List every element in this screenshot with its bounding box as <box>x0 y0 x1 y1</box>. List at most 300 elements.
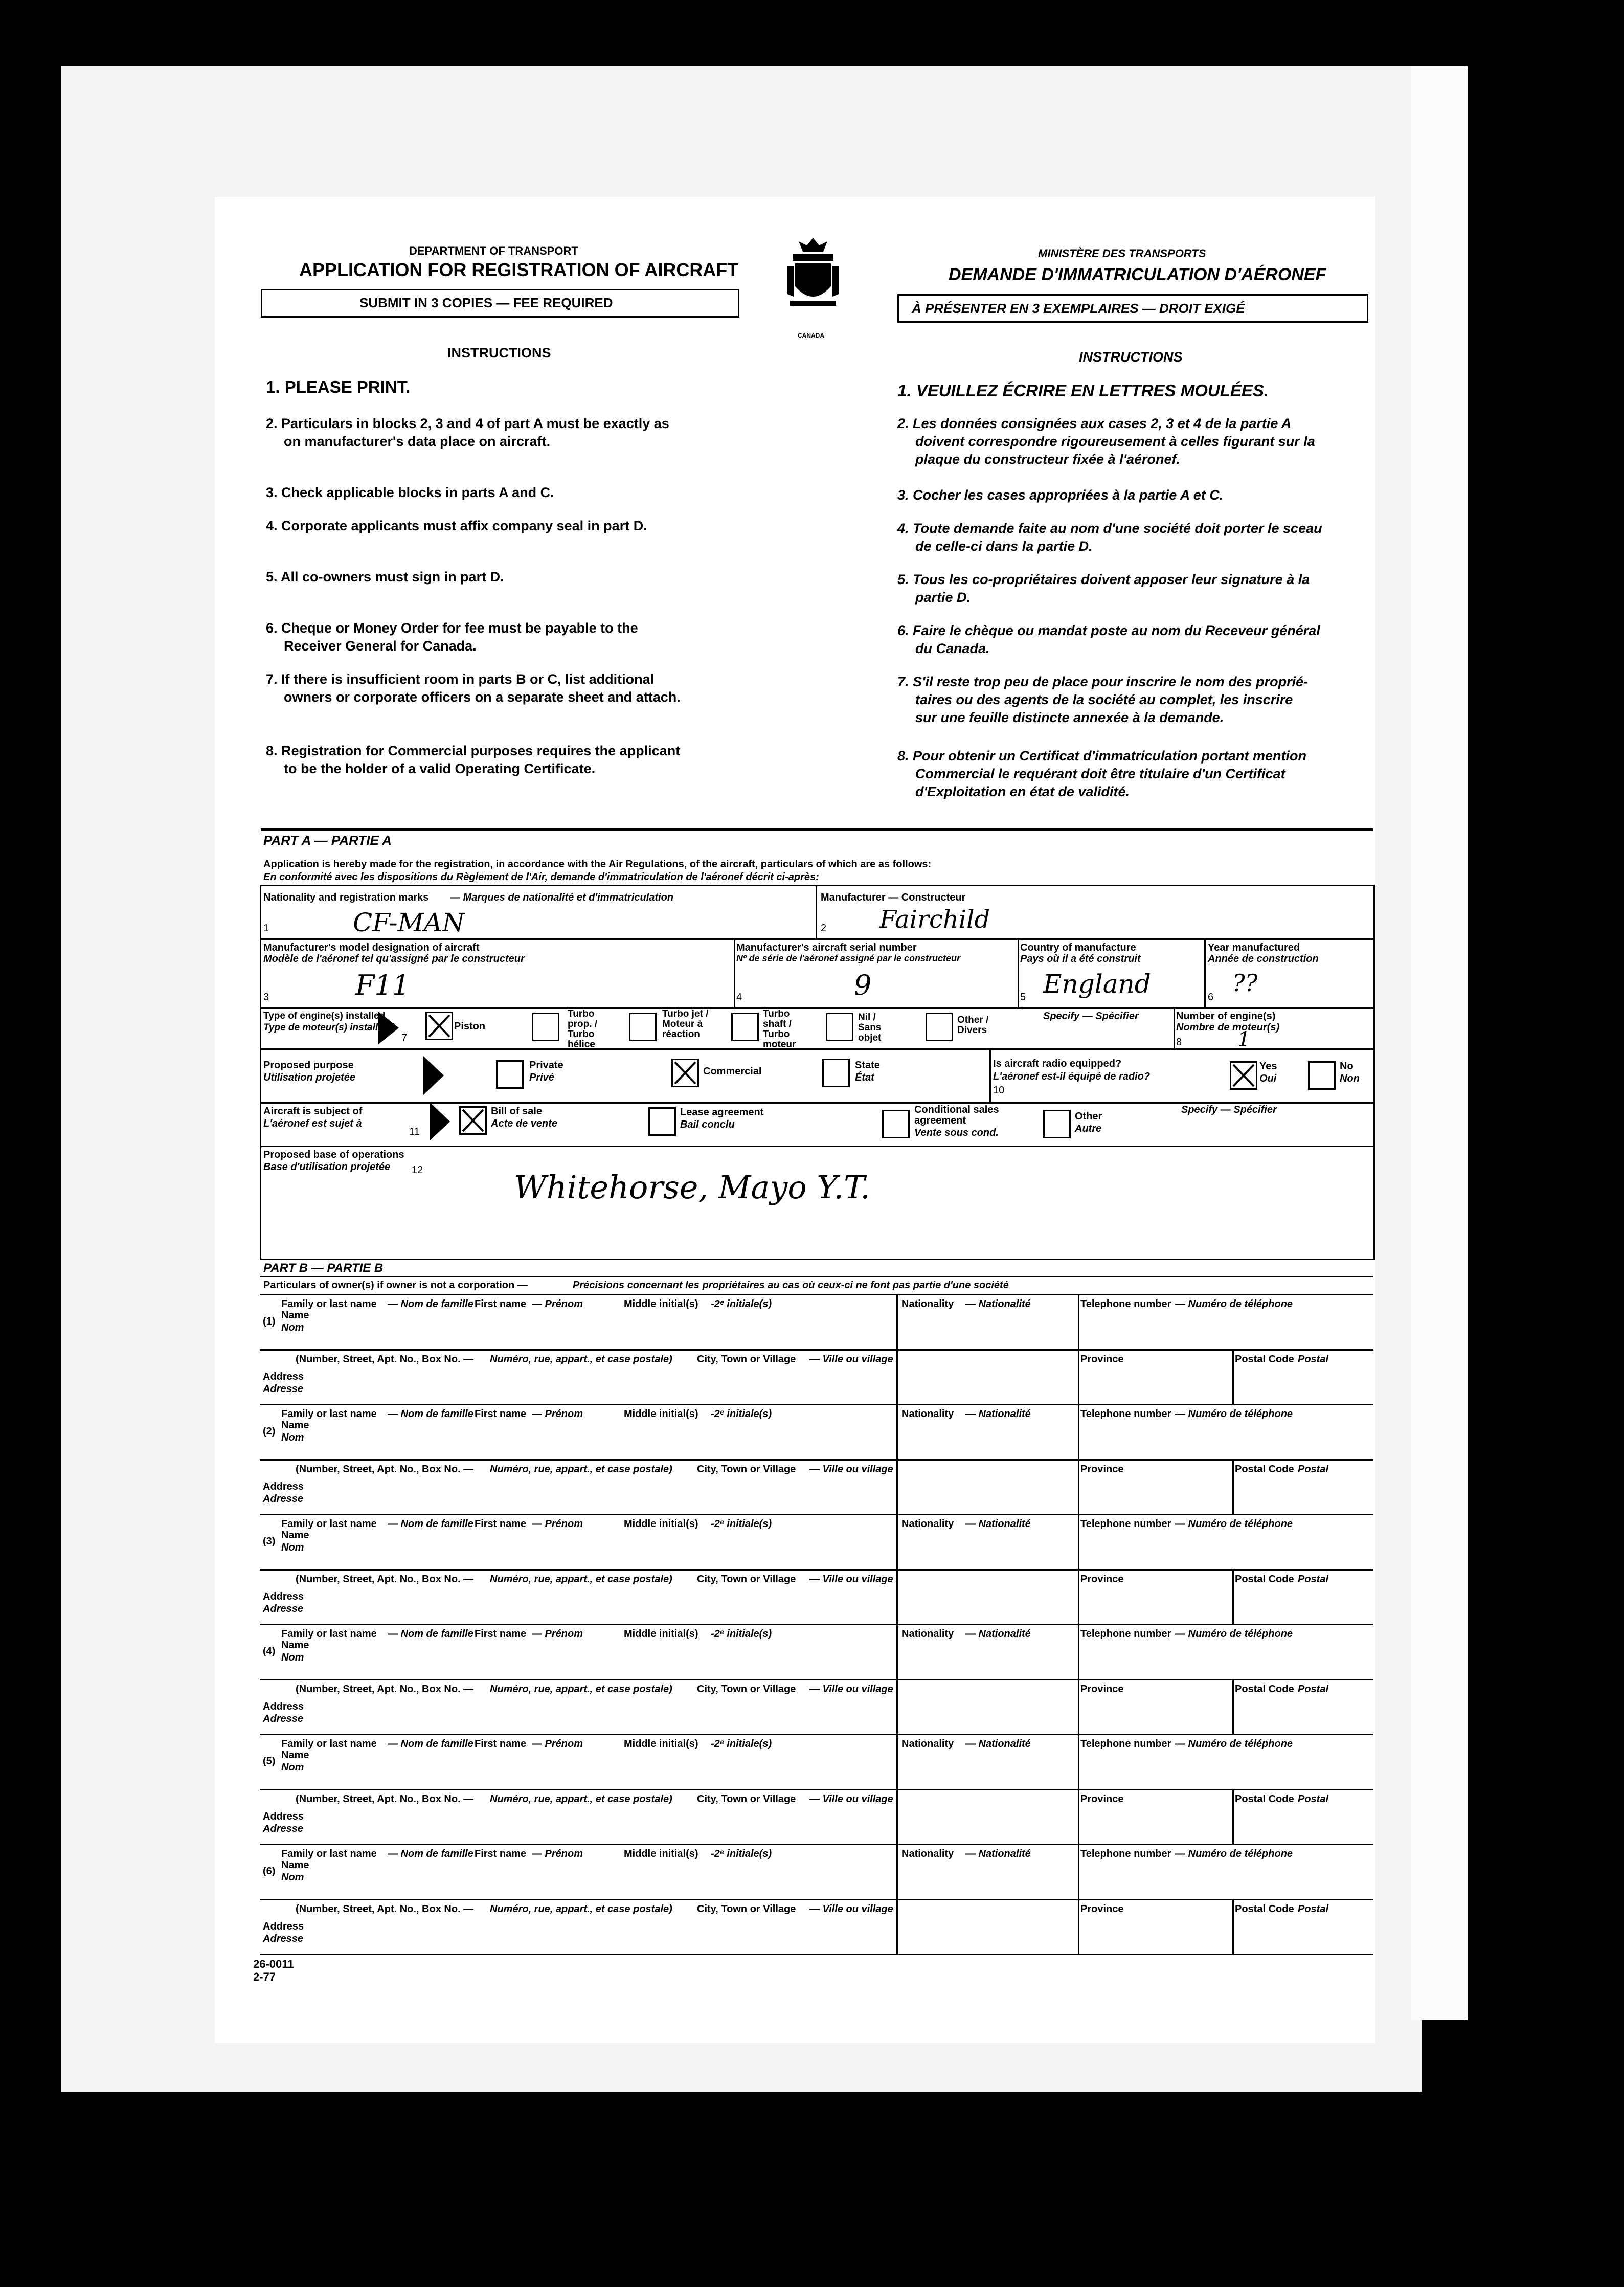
subject-other: Other <box>1075 1111 1102 1122</box>
owner-number: (6) <box>263 1866 276 1877</box>
family-name-label-fr: — Nom de famille <box>388 1408 473 1420</box>
first-name-label: First name <box>475 1298 527 1310</box>
rule <box>896 1404 898 1514</box>
family-name-label: Family or last name <box>281 1738 377 1750</box>
instr-fr-5a: 5. Tous les co-propriétaires doivent apposer leur signature à la <box>897 572 1310 587</box>
instr-fr-7a: 7. S'il reste trop peu de place pour inscrire le nom des proprié- <box>897 674 1309 689</box>
subject-bill-fr: Acte de vente <box>491 1118 558 1129</box>
rule <box>1204 938 1206 1007</box>
rule <box>260 1954 1373 1955</box>
telephone-label: Telephone number <box>1080 1628 1171 1640</box>
rule <box>896 1294 898 1404</box>
name-label-fr: Nom <box>281 1432 304 1443</box>
num-engines-value[interactable]: 1 <box>1237 1028 1251 1051</box>
middle-initial-label-fr: -2ᵉ initiale(s) <box>711 1518 772 1530</box>
radio-yes: Yes <box>1259 1061 1277 1072</box>
engine-specify: Specify — Spécifier <box>1043 1011 1139 1022</box>
private-checkbox[interactable] <box>496 1060 524 1089</box>
subject-specify: Specify — Spécifier <box>1181 1104 1277 1115</box>
address-label: Address <box>263 1921 304 1932</box>
instr-fr-7c: sur une feuille distincte annexée à la demande. <box>915 710 1224 725</box>
middle-initial-label-fr: -2ᵉ initiale(s) <box>711 1628 772 1640</box>
field-num-2: 2 <box>821 923 827 934</box>
city-label-fr: — Ville ou village <box>809 1574 893 1585</box>
bill-of-sale-checkbox[interactable] <box>459 1106 487 1135</box>
province-label: Province <box>1080 1684 1124 1695</box>
family-name-label-fr: — Nom de famille <box>388 1518 473 1530</box>
name-label-fr: Nom <box>281 1322 304 1333</box>
lease-checkbox[interactable] <box>648 1107 676 1136</box>
postal-code-label-fr: Postal <box>1298 1464 1329 1475</box>
manufacturer-value[interactable]: Fairchild <box>879 905 990 934</box>
model-label-fr: Modèle de l'aéronef tel qu'assigné par le constructeur <box>263 953 525 965</box>
submit-text-fr: À PRÉSENTER EN 3 EXEMPLAIRES — DROIT EXIGÉ <box>912 301 1245 316</box>
address-label: Address <box>263 1811 304 1822</box>
instructions-heading-en: INSTRUCTIONS <box>447 345 551 361</box>
radio-no-checkbox[interactable] <box>1308 1061 1336 1090</box>
city-label: City, Town or Village <box>697 1684 796 1695</box>
subject-conditional-fr: Vente sous cond. <box>914 1127 999 1138</box>
year-value[interactable]: ?? <box>1232 969 1258 997</box>
city-label-fr: — Ville ou village <box>809 1464 893 1475</box>
owner-number: (1) <box>263 1316 276 1327</box>
checkmark-x-icon <box>1231 1063 1256 1088</box>
province-label: Province <box>1080 1464 1124 1475</box>
radio-label-fr: L'aéronef est-il équipé de radio? <box>993 1071 1151 1082</box>
rule <box>1232 1459 1234 1514</box>
telephone-label-fr: — Numéro de téléphone <box>1175 1298 1293 1310</box>
first-name-label: First name <box>475 1408 527 1420</box>
radio-no: No <box>1340 1061 1354 1072</box>
middle-initial-label-fr: -2ᵉ initiale(s) <box>711 1408 772 1420</box>
middle-initial-label: Middle initial(s) <box>624 1628 698 1640</box>
nationality-col-label-fr: — Nationalité <box>965 1628 1031 1640</box>
postal-code-label: Postal Code <box>1235 1464 1294 1475</box>
radio-yes-fr: Oui <box>1259 1073 1277 1084</box>
instr-fr-2b: doivent correspondre rigoureusement à celles figurant sur la <box>915 434 1315 449</box>
field-num-12: 12 <box>412 1164 423 1176</box>
rule <box>1078 1734 1079 1844</box>
submit-text-en: SUBMIT IN 3 COPIES — FEE REQUIRED <box>359 295 613 310</box>
rule <box>816 885 817 938</box>
rule <box>1078 1404 1079 1514</box>
nationality-col-label-fr: — Nationalité <box>965 1738 1031 1750</box>
city-label: City, Town or Village <box>697 1793 796 1805</box>
family-name-label: Family or last name <box>281 1848 377 1859</box>
nationality-label: Nationality and registration marks <box>263 892 429 903</box>
address-parts-label: (Number, Street, Apt. No., Box No. — <box>296 1684 474 1695</box>
instr-en-2b: on manufacturer's data place on aircraft. <box>284 434 551 449</box>
purpose-label-fr: Utilisation projetée <box>263 1072 356 1083</box>
subject-label-fr: L'aéronef est sujet à <box>263 1118 362 1129</box>
checkmark-x-icon <box>427 1013 452 1039</box>
name-label-fr: Nom <box>281 1652 304 1663</box>
owner-number: (3) <box>263 1536 276 1547</box>
rule <box>260 1459 1373 1461</box>
family-name-label-fr: — Nom de famille <box>388 1848 473 1859</box>
first-name-label-fr: — Prénom <box>532 1628 583 1640</box>
name-label: Name <box>281 1420 309 1431</box>
registration-form <box>215 197 1375 2043</box>
address-label-fr: Adresse <box>263 1933 303 1944</box>
instr-en-7b: owners or corporate officers on a separate sheet and attach. <box>284 689 681 705</box>
address-parts-label: (Number, Street, Apt. No., Box No. — <box>296 1574 474 1585</box>
address-label: Address <box>263 1371 304 1382</box>
instr-fr-8b: Commercial le requérant doit être titulaire d'un Certificat <box>915 766 1285 781</box>
telephone-label: Telephone number <box>1080 1408 1171 1420</box>
address-parts-label-fr: Numéro, rue, appart., et case postale) <box>490 1903 672 1915</box>
city-label: City, Town or Village <box>697 1464 796 1475</box>
rule <box>1078 1624 1079 1734</box>
country-label-fr: Pays où il a été construit <box>1020 953 1141 965</box>
part-b-intro: Particulars of owner(s) if owner is not a corporation — <box>263 1280 528 1291</box>
radio-no-fr: Non <box>1340 1073 1360 1084</box>
nationality-label-fr: — Marques de nationalité et d'immatriculation <box>450 892 674 903</box>
address-parts-label-fr: Numéro, rue, appart., et case postale) <box>490 1574 672 1585</box>
instr-fr-8a: 8. Pour obtenir un Certificat d'immatriculation portant mention <box>897 748 1306 764</box>
submit-box-fr <box>897 294 1368 323</box>
rule <box>260 1276 1373 1277</box>
year-label: Year manufactured <box>1208 942 1300 953</box>
purpose-state: State <box>855 1060 880 1071</box>
middle-initial-label-fr: -2ᵉ initiale(s) <box>711 1738 772 1750</box>
instr-fr-8c: d'Exploitation en état de validité. <box>915 784 1130 799</box>
middle-initial-label: Middle initial(s) <box>624 1298 698 1310</box>
part-a-heading: PART A — PARTIE A <box>263 833 392 848</box>
instr-en-8b: to be the holder of a valid Operating Certificate. <box>284 761 596 776</box>
address-label: Address <box>263 1591 304 1602</box>
arrow-marker <box>430 1102 450 1141</box>
dept-en: DEPARTMENT OF TRANSPORT <box>409 244 578 257</box>
rule <box>1078 1514 1079 1624</box>
rule <box>1232 1899 1234 1954</box>
rule <box>989 1048 991 1102</box>
nationality-col-label: Nationality <box>901 1628 954 1640</box>
family-name-label: Family or last name <box>281 1298 377 1310</box>
instr-fr-4a: 4. Toute demande faite au nom d'une société doit porter le sceau <box>897 521 1322 536</box>
family-name-label-fr: — Nom de famille <box>388 1628 473 1640</box>
address-label-fr: Adresse <box>263 1493 303 1505</box>
rule <box>260 1048 1373 1050</box>
base-label-fr: Base d'utilisation projetée <box>263 1161 391 1173</box>
dept-fr: MINISTÈRE DES TRANSPORTS <box>1038 247 1206 260</box>
province-label: Province <box>1080 1793 1124 1805</box>
instr-fr-5b: partie D. <box>915 590 971 605</box>
nationality-col-label-fr: — Nationalité <box>965 1518 1031 1530</box>
serial-label-fr: Nº de série de l'aéronef assigné par le constructeur <box>736 953 961 963</box>
first-name-label-fr: — Prénom <box>532 1298 583 1310</box>
postal-code-label: Postal Code <box>1235 1684 1294 1695</box>
canada-label: CANADA <box>798 332 824 339</box>
postal-code-label-fr: Postal <box>1298 1684 1329 1695</box>
owner-block-2 <box>260 1404 1373 1515</box>
rule <box>260 1146 1373 1147</box>
rule <box>896 1734 898 1844</box>
rule <box>896 1844 898 1954</box>
engine-option-turbo-jet: Turbo jet / Moteur à réaction <box>662 1008 709 1040</box>
postal-code-label-fr: Postal <box>1298 1574 1329 1585</box>
instr-en-8a: 8. Registration for Commercial purposes requires the applicant <box>266 743 681 758</box>
instr-en-4: 4. Corporate applicants must affix company seal in part D. <box>266 518 647 533</box>
address-label-fr: Adresse <box>263 1383 303 1395</box>
family-name-label: Family or last name <box>281 1628 377 1640</box>
field-num-6: 6 <box>1208 992 1214 1003</box>
rule <box>260 1007 1373 1009</box>
instr-fr-2a: 2. Les données consignées aux cases 2, 3 et 4 de la partie A <box>897 416 1292 431</box>
city-label: City, Town or Village <box>697 1574 796 1585</box>
name-label: Name <box>281 1530 309 1541</box>
instr-en-6b: Receiver General for Canada. <box>284 638 477 654</box>
name-label: Name <box>281 1640 309 1651</box>
conditional-checkbox[interactable] <box>882 1110 910 1138</box>
engine-option-piston: Piston <box>454 1021 486 1032</box>
engine-option-turbo-prop: Turbo prop. / Turbo hélice <box>568 1008 598 1050</box>
form-number: 26-0011 <box>253 1958 294 1970</box>
rule <box>1232 1679 1234 1734</box>
nationality-col-label-fr: — Nationalité <box>965 1408 1031 1420</box>
subject-lease: Lease agreement <box>680 1107 764 1118</box>
owner-block-1 <box>260 1294 1373 1405</box>
instr-en-5: 5. All co-owners must sign in part D. <box>266 569 504 585</box>
telephone-label-fr: — Numéro de téléphone <box>1175 1518 1293 1530</box>
address-label-fr: Adresse <box>263 1823 303 1834</box>
postal-code-label: Postal Code <box>1235 1574 1294 1585</box>
address-parts-label: (Number, Street, Apt. No., Box No. — <box>296 1464 474 1475</box>
name-label: Name <box>281 1310 309 1321</box>
purpose-private-fr: Privé <box>529 1072 554 1083</box>
turbo-jet-checkbox[interactable] <box>629 1013 657 1041</box>
address-label: Address <box>263 1481 304 1492</box>
city-label: City, Town or Village <box>697 1903 796 1915</box>
middle-initial-label: Middle initial(s) <box>624 1738 698 1750</box>
num-engines-label: Number of engine(s) <box>1176 1011 1276 1022</box>
province-label: Province <box>1080 1574 1124 1585</box>
subject-bill: Bill of sale <box>491 1106 543 1117</box>
engine-option-turbo-shaft: Turbo shaft / Turbo moteur <box>763 1008 796 1050</box>
first-name-label-fr: — Prénom <box>532 1408 583 1420</box>
field-num-7: 7 <box>401 1033 408 1044</box>
rule <box>1078 1294 1079 1404</box>
postal-code-label: Postal Code <box>1235 1793 1294 1805</box>
radio-label: Is aircraft radio equipped? <box>993 1058 1122 1069</box>
other-engine-checkbox[interactable] <box>926 1013 953 1041</box>
instr-fr-2c: plaque du constructeur fixée à l'aéronef. <box>915 452 1181 467</box>
middle-initial-label-fr: -2ᵉ initiale(s) <box>711 1848 772 1859</box>
base-value[interactable]: Whitehorse, Mayo Y.T. <box>514 1169 871 1206</box>
nationality-col-label: Nationality <box>901 1738 954 1750</box>
instr-fr-4b: de celle-ci dans la partie D. <box>915 539 1093 554</box>
rule <box>1018 938 1019 1007</box>
owner-number: (2) <box>263 1426 276 1437</box>
instr-en-3: 3. Check applicable blocks in parts A and C. <box>266 485 554 500</box>
middle-initial-label-fr: -2ᵉ initiale(s) <box>711 1298 772 1310</box>
province-label: Province <box>1080 1354 1124 1365</box>
owner-block-6 <box>260 1844 1373 1955</box>
rule <box>260 938 1373 940</box>
postal-code-label: Postal Code <box>1235 1354 1294 1365</box>
country-label: Country of manufacture <box>1020 942 1136 953</box>
part-a-intro-en: Application is hereby made for the registration, in accordance with the Air Regulations, of the aircraft, particulars of which are as follows: <box>263 859 932 870</box>
nationality-col-label: Nationality <box>901 1518 954 1530</box>
instr-en-6a: 6. Cheque or Money Order for fee must be payable to the <box>266 620 638 636</box>
subject-lease-fr: Bail conclu <box>680 1119 735 1130</box>
city-label-fr: — Ville ou village <box>809 1684 893 1695</box>
rule <box>260 1789 1373 1790</box>
state-checkbox[interactable] <box>822 1059 850 1087</box>
address-label: Address <box>263 1701 304 1712</box>
rule <box>1232 1349 1234 1404</box>
turbo-prop-checkbox[interactable] <box>532 1013 559 1041</box>
address-parts-label: (Number, Street, Apt. No., Box No. — <box>296 1903 474 1915</box>
first-name-label-fr: — Prénom <box>532 1738 583 1750</box>
first-name-label: First name <box>475 1518 527 1530</box>
rule <box>1232 1569 1234 1624</box>
serial-label: Manufacturer's aircraft serial number <box>736 942 917 953</box>
postal-code-label-fr: Postal <box>1298 1793 1329 1805</box>
first-name-label: First name <box>475 1848 527 1859</box>
rule <box>260 1899 1373 1900</box>
turbo-shaft-checkbox[interactable] <box>731 1013 759 1041</box>
address-parts-label-fr: Numéro, rue, appart., et case postale) <box>490 1684 672 1695</box>
purpose-state-fr: État <box>855 1072 874 1083</box>
name-label: Name <box>281 1859 309 1871</box>
rule <box>1078 1844 1079 1954</box>
field-num-8: 8 <box>1176 1037 1182 1048</box>
city-label-fr: — Ville ou village <box>809 1903 893 1915</box>
instr-fr-6a: 6. Faire le chèque ou mandat poste au nom du Receveur général <box>897 623 1320 638</box>
radio-yes-checkbox[interactable] <box>1230 1061 1257 1090</box>
first-name-label-fr: — Prénom <box>532 1518 583 1530</box>
address-parts-label-fr: Numéro, rue, appart., et case postale) <box>490 1793 672 1805</box>
country-value[interactable]: England <box>1043 969 1151 999</box>
rule <box>896 1624 898 1734</box>
serial-value[interactable]: 9 <box>854 969 872 1001</box>
form-title-fr: DEMANDE D'IMMATRICULATION D'AÉRONEF <box>949 265 1326 284</box>
rule <box>260 1569 1373 1571</box>
telephone-label: Telephone number <box>1080 1298 1171 1310</box>
part-b-intro-fr: Précisions concernant les propriétaires au cas où ceux-ci ne font pas partie d'une société <box>573 1280 1009 1291</box>
address-parts-label: (Number, Street, Apt. No., Box No. — <box>296 1793 474 1805</box>
rule <box>260 1679 1373 1680</box>
field-num-4: 4 <box>736 992 742 1003</box>
instr-fr-6b: du Canada. <box>915 641 990 656</box>
family-name-label: Family or last name <box>281 1518 377 1530</box>
field-num-5: 5 <box>1020 992 1026 1003</box>
postal-code-label-fr: Postal <box>1298 1903 1329 1915</box>
part-b-heading: PART B — PARTIE B <box>263 1261 384 1275</box>
instr-fr-7b: taires ou des agents de la société au complet, les inscrire <box>915 692 1293 707</box>
first-name-label: First name <box>475 1628 527 1640</box>
address-label-fr: Adresse <box>263 1713 303 1724</box>
purpose-label: Proposed purpose <box>263 1060 354 1071</box>
address-parts-label-fr: Numéro, rue, appart., et case postale) <box>490 1464 672 1475</box>
instr-en-2a: 2. Particulars in blocks 2, 3 and 4 of part A must be exactly as <box>266 416 669 431</box>
arrow-marker <box>378 1012 399 1044</box>
nationality-col-label: Nationality <box>901 1298 954 1310</box>
city-label-fr: — Ville ou village <box>809 1793 893 1805</box>
form-title-en: APPLICATION FOR REGISTRATION OF AIRCRAFT <box>299 259 739 280</box>
rule <box>260 1102 1373 1104</box>
form-date: 2-77 <box>253 1970 276 1983</box>
checkmark-x-icon <box>673 1060 697 1086</box>
instr-fr-1: 1. VEUILLEZ ÉCRIRE EN LETTRES MOULÉES. <box>897 381 1269 400</box>
engine-label: Type of engine(s) installed <box>263 1011 386 1021</box>
rule <box>1174 1007 1175 1048</box>
part-a-rule <box>261 828 1373 831</box>
subject-conditional: Conditional sales agreement <box>914 1104 999 1126</box>
nationality-col-label-fr: — Nationalité <box>965 1298 1031 1310</box>
subject-label: Aircraft is subject of <box>263 1106 363 1117</box>
arrow-marker <box>423 1056 444 1095</box>
family-name-label-fr: — Nom de famille <box>388 1738 473 1750</box>
manufacturer-label: Manufacturer — Constructeur <box>821 892 966 903</box>
piston-checkbox[interactable] <box>425 1012 453 1040</box>
rule <box>896 1514 898 1624</box>
province-label: Province <box>1080 1903 1124 1915</box>
nationality-value[interactable]: CF-MAN <box>353 908 465 937</box>
instr-fr-3: 3. Cocher les cases appropriées à la partie A et C. <box>897 487 1224 503</box>
middle-initial-label: Middle initial(s) <box>624 1408 698 1420</box>
telephone-label-fr: — Numéro de téléphone <box>1175 1738 1293 1750</box>
postal-code-label-fr: Postal <box>1298 1354 1329 1365</box>
engine-option-nil: Nil / Sans objet <box>858 1012 882 1043</box>
instr-en-1: 1. PLEASE PRINT. <box>266 377 411 396</box>
underlying-page-edge <box>1411 66 1468 2020</box>
rule <box>260 1349 1373 1351</box>
owner-block-5 <box>260 1734 1373 1845</box>
commercial-checkbox[interactable] <box>671 1059 699 1087</box>
field-num-10: 10 <box>993 1085 1005 1096</box>
first-name-label-fr: — Prénom <box>532 1848 583 1859</box>
name-label-fr: Nom <box>281 1762 304 1773</box>
telephone-label-fr: — Numéro de téléphone <box>1175 1408 1293 1420</box>
instructions-heading-fr: INSTRUCTIONS <box>1079 349 1183 365</box>
first-name-label: First name <box>475 1738 527 1750</box>
canada-coat-of-arms <box>782 235 844 320</box>
address-parts-label-fr: Numéro, rue, appart., et case postale) <box>490 1354 672 1365</box>
address-parts-label: (Number, Street, Apt. No., Box No. — <box>296 1354 474 1365</box>
city-label-fr: — Ville ou village <box>809 1354 893 1365</box>
engine-label-fr: Type de moteur(s) installé(s) <box>263 1022 395 1033</box>
model-label: Manufacturer's model designation of aircraft <box>263 942 480 953</box>
other-subject-checkbox[interactable] <box>1043 1110 1071 1138</box>
base-label: Proposed base of operations <box>263 1149 404 1160</box>
nationality-col-label-fr: — Nationalité <box>965 1848 1031 1859</box>
telephone-label: Telephone number <box>1080 1518 1171 1530</box>
purpose-private: Private <box>529 1060 563 1071</box>
telephone-label: Telephone number <box>1080 1848 1171 1859</box>
submit-box-en <box>261 289 739 318</box>
field-num-11: 11 <box>409 1126 420 1137</box>
owner-block-3 <box>260 1514 1373 1625</box>
nil-checkbox[interactable] <box>826 1013 853 1041</box>
num-engines-label-fr: Nombre de moteur(s) <box>1176 1022 1280 1033</box>
rule <box>734 938 735 1007</box>
family-name-label-fr: — Nom de famille <box>388 1298 473 1310</box>
address-label-fr: Adresse <box>263 1603 303 1615</box>
family-name-label: Family or last name <box>281 1408 377 1420</box>
telephone-label-fr: — Numéro de téléphone <box>1175 1628 1293 1640</box>
part-a-intro-fr: En conformité avec les dispositions du Règlement de l'Air, demande d'immatriculation de l'aéronef décrit ci-après: <box>263 871 819 883</box>
model-value[interactable]: F11 <box>355 969 410 1001</box>
instr-en-7a: 7. If there is insufficient room in parts B or C, list additional <box>266 671 655 687</box>
name-label: Name <box>281 1750 309 1761</box>
field-num-3: 3 <box>263 992 269 1003</box>
owner-number: (4) <box>263 1646 276 1657</box>
owner-number: (5) <box>263 1756 276 1767</box>
telephone-label: Telephone number <box>1080 1738 1171 1750</box>
middle-initial-label: Middle initial(s) <box>624 1518 698 1530</box>
